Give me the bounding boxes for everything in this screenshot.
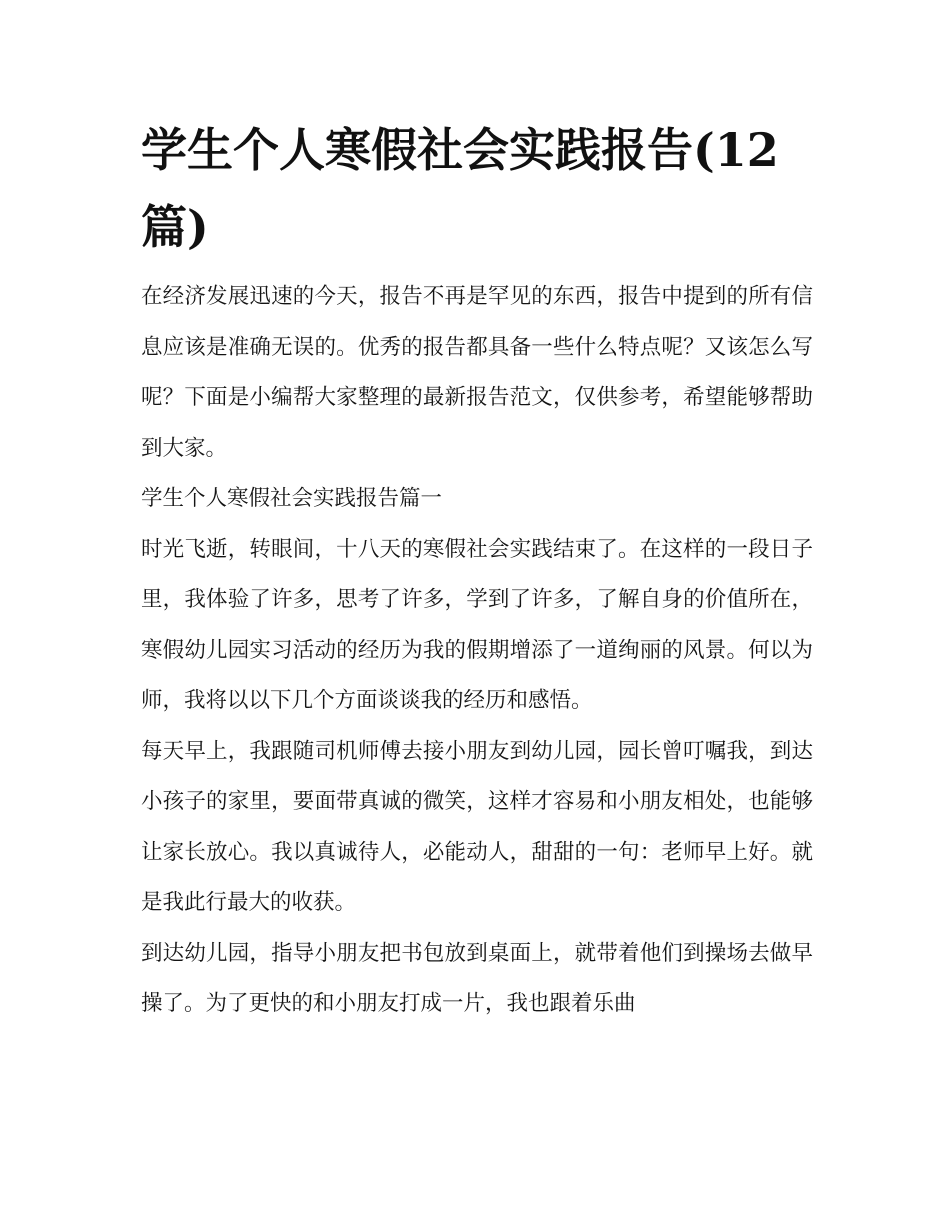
document-title: 学生个人寒假社会实践报告(12篇) [141,123,779,254]
body-paragraph-1: 时光飞逝，转眼间，十八天的寒假社会实践结束了。在这样的一段日子里，我体验了许多，思考了许多，学到了许多，了解自身的价值所在，寒假幼儿园实习活动的经历为我的假期增添了一道绚丽的风景。何以为师，我将以以下几个方面谈谈我的经历和感悟。 [141,536,813,713]
body-paragraph-2: 每天早上，我跟随司机师傅去接小朋友到幼儿园，园长曾叮嘱我，到达小孩子的家里，要面带真诚的微笑，这样才容易和小朋友相处，也能够让家长放心。我以真诚待人，必能动人，甜甜的一句：老师早上好。就是我此行最大的收获。 [141,738,813,915]
body-paragraph-3: 到达幼儿园，指导小朋友把书包放到桌面上，就带着他们到操场去做早操了。为了更快的和小朋友打成一片，我也跟着乐曲 [141,940,813,1016]
document-page [141,112,813,1030]
section-heading: 学生个人寒假社会实践报告篇一 [141,486,443,511]
intro-paragraph: 在经济发展迅速的今天，报告不再是罕见的东西，报告中提到的所有信息应该是准确无误的。优秀的报告都具备一些什么特点呢？又该怎么写呢？下面是小编帮大家整理的最新报告范文，仅供参考，希望能够帮助到大家。 [141,284,813,461]
